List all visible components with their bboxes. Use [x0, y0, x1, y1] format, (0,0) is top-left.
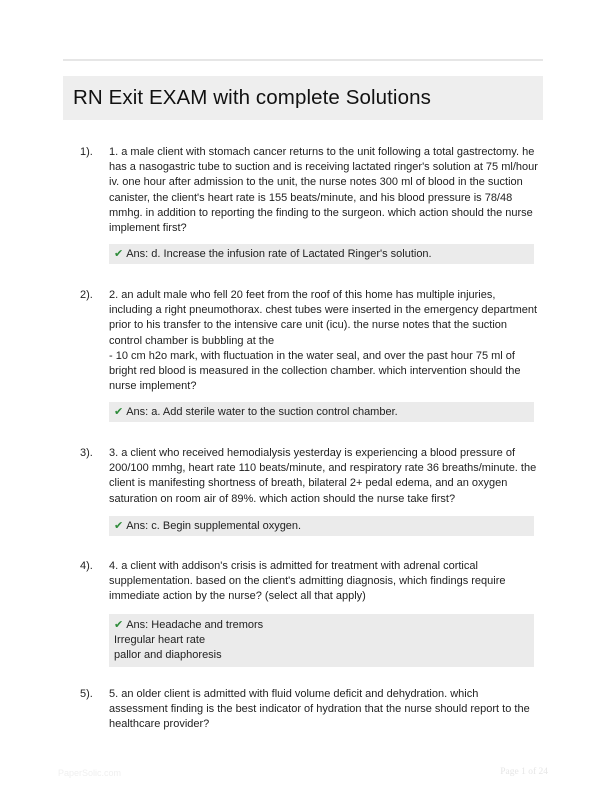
answer-text: Ans: c. Begin supplemental oxygen. — [126, 520, 302, 532]
answer-box — [109, 402, 534, 422]
check-icon: ✔ — [114, 405, 124, 418]
question-number: 2). — [80, 289, 93, 301]
question-text: 4. a client with addison's crisis is admitted for treatment with adrenal cortical supplementation. based on the client's admitting diagnosis, which findings require immediate action by the nurse? (select all that apply) — [109, 560, 506, 603]
page-title: RN Exit EXAM with complete Solutions — [73, 86, 431, 109]
question-number: 1). — [80, 146, 93, 158]
question-text: 5. an older client is admitted with fluid volume deficit and dehydration. which assessment finding is the best indicator of hydration that the nurse should report to the healthcare provider? — [109, 688, 530, 731]
question-text: 3. a client who received hemodialysis yesterday is experiencing a blood pressure of 200/100 mmhg, heart rate 110 beats/minute, and respiratory rate 36 breaths/minute. the client is manifesting shortness of breath, bilateral 2+ pedal edema, and an oxygen saturation on room air of 89%. which action should the nurse take first? — [109, 447, 537, 505]
top-divider — [63, 59, 543, 61]
page-number: Page 1 of 24 — [500, 767, 548, 777]
footer-watermark: PaperSolic.com — [58, 768, 122, 778]
answer-text: Ans: Headache and tremors — [126, 619, 264, 631]
question-text: 2. an adult male who fell 20 feet from the roof of this home has multiple injuries, including a right pneumothorax. chest tubes were inserted in the emergency department prior to his transfer to the intensive care unit (icu). the nurse notes that the suction control chamber is bubbling at the - 10 cm h2o mark, with fluctuation in the water seal, and over the past hour 75 ml of bright red blood is measured in the collection chamber. which intervention should the nurse implement? — [109, 289, 538, 393]
answer-box — [109, 614, 534, 667]
question-number: 5). — [80, 688, 93, 700]
answer-text: Irregular heart rate — [114, 634, 206, 647]
check-icon: ✔ — [114, 247, 124, 260]
answer-text: pallor and diaphoresis — [114, 649, 222, 662]
answer-box — [109, 516, 534, 536]
answer-text: Ans: d. Increase the infusion rate of Lactated Ringer's solution. — [126, 248, 432, 260]
question-text: 1. a male client with stomach cancer returns to the unit following a total gastrectomy. he has a nasogastric tube to suction and is receiving lactated ringer's solution at 75 ml/hour iv. one hour after admission to the unit, the nurse notes 300 ml of blood in the suction canister, the client's heart rate is 155 beats/minute, and his blood pressure is 78/48 mmhg. in addition to reporting the finding to the surgeon. which action should the nurse implement first? — [109, 146, 538, 235]
answer-box — [109, 244, 534, 264]
question-number: 3). — [80, 447, 93, 459]
check-icon: ✔ — [114, 519, 124, 532]
check-icon: ✔ — [114, 618, 124, 631]
question-number: 4). — [80, 560, 93, 572]
answer-text: Ans: a. Add sterile water to the suction control chamber. — [126, 406, 398, 418]
title-banner — [63, 76, 543, 120]
